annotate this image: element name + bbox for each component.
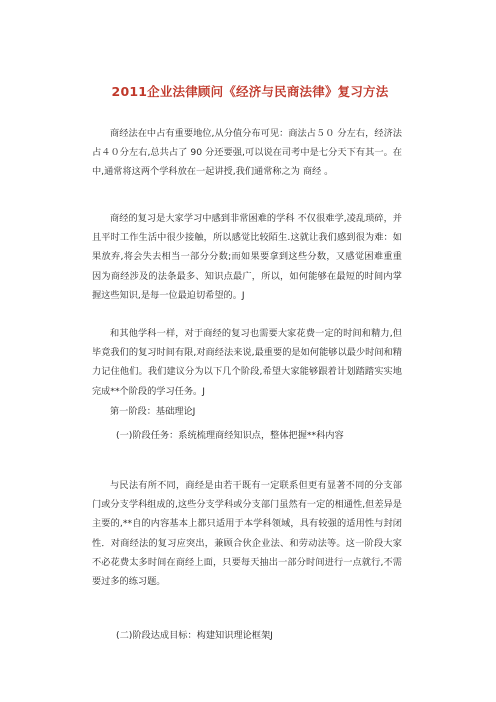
stage-one-heading: 第一阶段：基础理论J: [110, 406, 196, 417]
paragraph-plan: 和其他学科一样，对于商经的复习也需要大家花费一定的时间和精力,但毕竟我们的复习时间有限,对商经法来说,最重要的是如何能够以最少时间和精力记住他们。我们建议分为以下几个阶段,希望大家能够跟着计划踏踏实实地完成**个阶段的学习任务。J: [92, 328, 402, 397]
paragraph-difficulty: 商经的复习是大家学习中感到非常困难的学科 不仅很难学,凌乱琐碎，并且平时工作生活中很少接触，所以感觉比较陌生.这就让我们感到很为难：如果放弃,将会失去相当一部分分数;而如果要拿到这些分数，又感觉困难重重 因为商经涉及的法条最多、知识点最广，所以，如何能够在最短的时间内掌握这些知识,是每一位最迫切希望的。J: [92, 213, 402, 301]
document-title: 2011企业法律顾问《经济与民商法律》复习方法: [111, 84, 389, 99]
stage-goal-heading: (二)阶段达成目标：构建知识理论框架J: [116, 630, 273, 641]
paragraph-intro: 商经法在中占有重要地位,从分值分布可见：商法占５０ 分左右，经济法占４０分左右,总共占了 90 分还要强,可以说在司考中是七分天下有其一。在中,通常将这两个学科放在一起讲授,我们通常称之为 商经 。: [92, 128, 402, 178]
paragraph-stage-one: 与民法有所不同，商经是由若干既有一定联系但更有显著不同的分支部门或分支学科组成的,这些分支学科或分支部门虽然有一定的相通性,但差异是主要的,**自的内容基本上都只适用于本学科领域，具有较强的适用性与封闭性．对商经法的复习应突出，兼顾合伙企业法、和劳动法等。这一阶段大家不必花费太多时间在商经上面，只要每天抽出一部分时间进行一点就行,不需要过多的练习题。: [92, 480, 402, 588]
stage-task-heading: (一)阶段任务：系统梳理商经知识点，整体把握**科内容: [116, 430, 344, 441]
